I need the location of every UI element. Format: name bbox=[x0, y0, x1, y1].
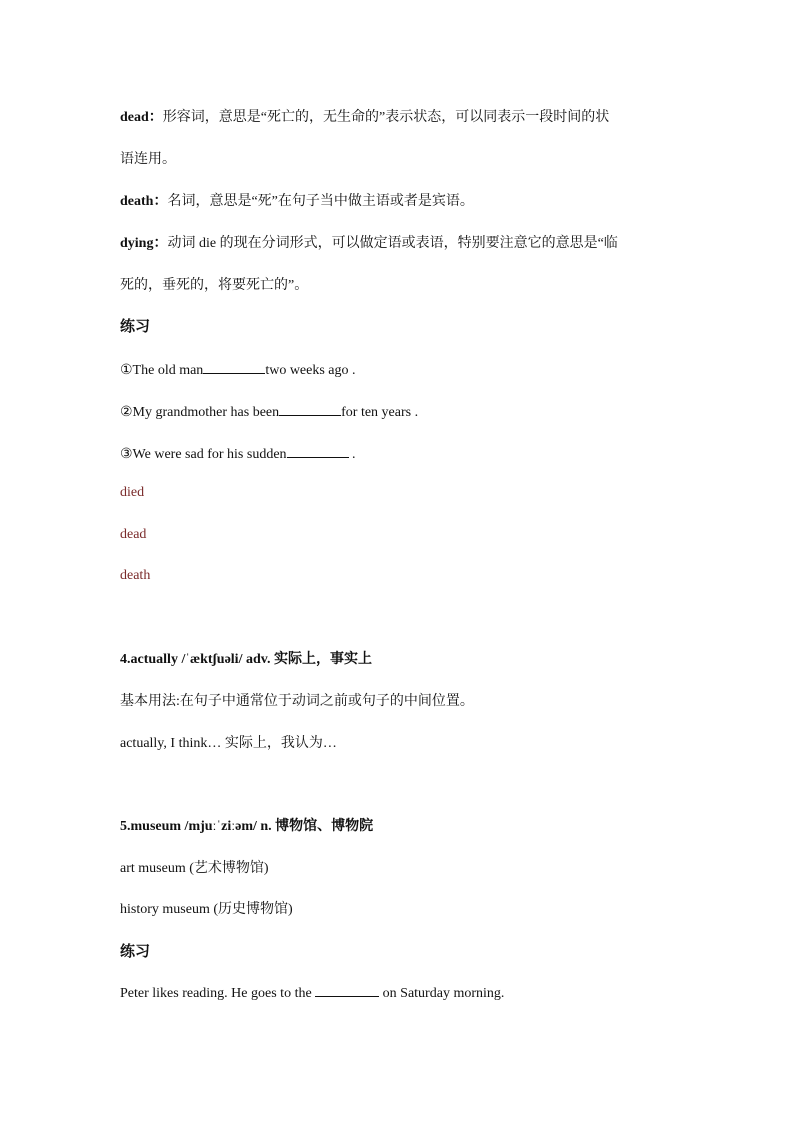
word-5-heading: 5.museum /mjuːˈziːəm/ n. 博物馆、博物院 bbox=[120, 819, 374, 834]
dying-definition-cont: 死的，垂死的，将要死亡的”。 bbox=[120, 278, 309, 293]
practice-heading-2: 练习 bbox=[120, 944, 151, 960]
death-note-line bbox=[120, 192, 474, 212]
question-text: ②My grandmother has been bbox=[120, 405, 280, 420]
practice-heading-1: 练习 bbox=[120, 319, 151, 335]
question-text: . bbox=[348, 447, 356, 462]
separator: ： bbox=[148, 110, 163, 125]
dying-definition: 动词 die 的现在分词形式，可以做定语或表语，特别要注意它的意思是“临 bbox=[167, 236, 618, 251]
word-5-example-2: history museum (历史博物馆) bbox=[120, 902, 293, 917]
answer-2: dead bbox=[120, 527, 147, 542]
term-dead: dead bbox=[120, 110, 149, 125]
dead-definition: 形容词，意思是“死亡的，无生命的”表示状态，可以同表示一段时间的状 bbox=[162, 110, 610, 125]
question-text: for ten years . bbox=[341, 405, 419, 420]
answer-blank bbox=[279, 401, 341, 416]
answer-3: death bbox=[120, 568, 151, 583]
term-dying: dying bbox=[120, 236, 154, 251]
dead-definition-cont: 语连用。 bbox=[120, 152, 176, 167]
question-text: ③We were sad for his sudden bbox=[120, 447, 287, 462]
exercise-question-4 bbox=[120, 982, 504, 1004]
word-5-example-1: art museum (艺术博物馆) bbox=[120, 861, 269, 876]
death-definition: 名词，意思是“死”在句子当中做主语或者是宾语。 bbox=[167, 194, 474, 209]
exercise-question-3 bbox=[120, 443, 356, 465]
answer-1: died bbox=[120, 485, 145, 500]
dying-note-line-1 bbox=[120, 234, 618, 254]
separator: ： bbox=[153, 236, 168, 251]
question-text: on Saturday morning. bbox=[379, 986, 505, 1001]
question-text: Peter likes reading. He goes to the bbox=[120, 986, 316, 1001]
exercise-question-1 bbox=[120, 359, 356, 381]
word-4-heading: 4.actually /ˈæktʃuəli/ adv. 实际上，事实上 bbox=[120, 652, 372, 667]
question-text: ①The old man bbox=[120, 363, 204, 378]
answer-blank bbox=[315, 982, 379, 997]
dying-note-line-2 bbox=[120, 276, 308, 296]
word-4-usage: 基本用法:在句子中通常位于动词之前或句子的中间位置。 bbox=[120, 694, 474, 709]
answer-blank bbox=[203, 359, 265, 374]
exercise-question-2 bbox=[120, 401, 418, 423]
question-text: two weeks ago . bbox=[265, 363, 356, 378]
dead-note-line-1 bbox=[120, 108, 609, 128]
dead-note-line-2 bbox=[120, 150, 176, 170]
answer-blank bbox=[287, 443, 349, 458]
term-death: death bbox=[120, 194, 154, 209]
word-4-example: actually, I think… 实际上，我认为… bbox=[120, 736, 337, 751]
separator: ： bbox=[153, 194, 168, 209]
